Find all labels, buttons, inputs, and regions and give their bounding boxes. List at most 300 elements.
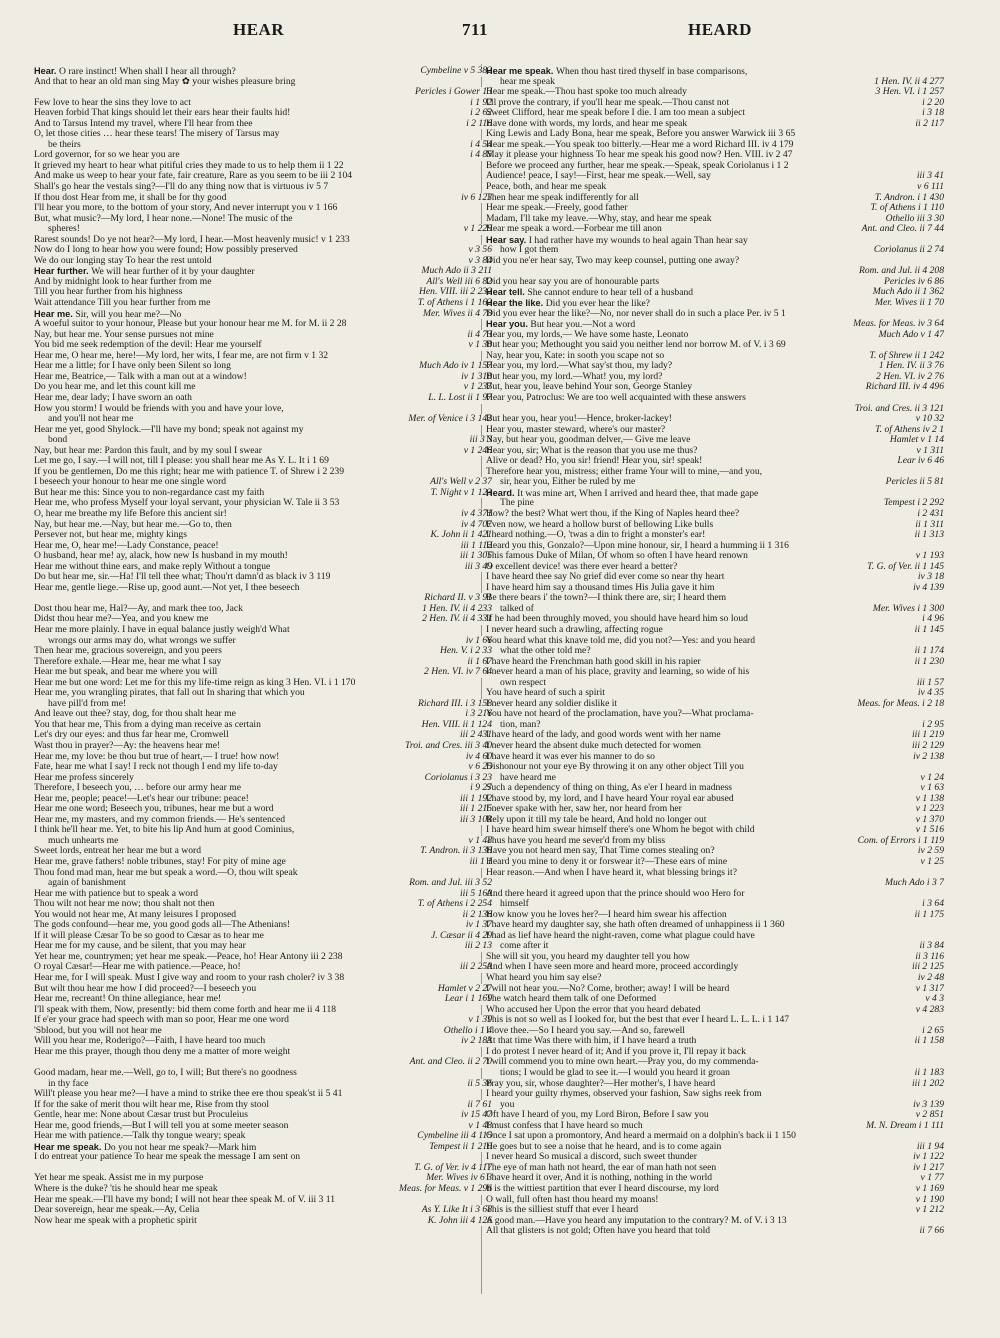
citation: Hamlet v 2 27 <box>435 984 492 995</box>
entry-line <box>486 1142 944 1153</box>
citation: ii 7 61 <box>464 1100 492 1111</box>
quotation: I had as lief have heard the night-raven, come what plague could have <box>486 930 755 941</box>
quotation: I love thee.—So I heard you say.—And so, farewell <box>486 1025 685 1036</box>
citation: v 2 851 <box>913 1110 944 1121</box>
entry-line <box>486 541 944 552</box>
quotation: much unhearts me <box>48 835 119 846</box>
quotation: But hear you, hear you!—Hence, broker-lackey! <box>486 414 673 425</box>
entry-line <box>486 572 944 583</box>
citation: Coriolanus i 3 23 <box>422 773 492 784</box>
quotation: Will you hear me, Roderigo?—Faith, I have heard too much <box>34 1036 266 1047</box>
entry-line <box>486 435 944 446</box>
quotation: If he had been throughly moved, you should have heard him so loud <box>486 614 748 625</box>
quotation: Do you not hear me speak?—Mark him <box>103 1141 257 1153</box>
entry-line <box>486 1057 944 1068</box>
quotation: have pill'd from me! <box>48 698 127 709</box>
quotation: O excellent device! was there ever heard a better? <box>486 561 678 572</box>
entry-line <box>486 910 944 921</box>
quotation: Nay, hear you, Kate: in sooth you scape not so <box>486 350 665 361</box>
citation: Com. of Errors i 1 119 <box>855 836 944 847</box>
entry-line <box>34 1005 492 1016</box>
entry-line <box>34 1142 492 1153</box>
entry-line <box>34 129 492 140</box>
entry-line <box>486 699 944 710</box>
entry-line <box>486 193 944 204</box>
entry-line <box>34 319 492 330</box>
quotation: I have heard it over, And it is nothing, nothing in the world <box>486 1173 713 1184</box>
citation: i 3 216 <box>462 709 492 720</box>
quotation: This famous Duke of Milan, Of whom so often I have heard renown <box>486 551 748 562</box>
entry-line <box>486 941 944 952</box>
entry-line <box>34 530 492 541</box>
entry-line <box>34 825 492 836</box>
quotation: Hear me, recreant! On thine allegiance, hear me! <box>34 994 222 1005</box>
entry-line <box>486 889 944 900</box>
citation: v 1 317 <box>913 984 944 995</box>
quotation: Let me go, I say.—I will not, till I please: you shall hear me As Y. L. It i 1 69 <box>34 456 329 467</box>
citation: Pericles i Gower 13 <box>412 87 492 98</box>
citation: Much Ado i 3 7 <box>882 878 944 889</box>
citation: T. Andron. ii 3 138 <box>417 846 492 857</box>
citation: Ant. and Cleo. ii 7 44 <box>859 224 944 235</box>
quotation: I must confess that I have heard so much <box>486 1120 643 1131</box>
quotation: O husband, hear me! ay, alack, how new Is husband in my mouth! <box>34 551 288 562</box>
citation: ii 1 174 <box>912 646 944 657</box>
citation: Much Ado ii 3 211 <box>418 266 492 277</box>
entry-line <box>486 846 944 857</box>
citation: ii 1 158 <box>912 1036 944 1047</box>
entry-line <box>486 1079 944 1090</box>
quotation: have heard me <box>500 772 556 783</box>
entry-line <box>34 730 492 741</box>
quotation: What heard you him say else? <box>486 973 602 984</box>
quotation: I have heard thee say No grief did ever come so near thy heart <box>486 572 725 583</box>
entry-line <box>34 477 492 488</box>
entry-line <box>486 467 944 478</box>
entry-line <box>34 614 492 625</box>
entry-line <box>34 98 492 109</box>
entry-line <box>34 625 492 636</box>
entry-line <box>34 688 492 699</box>
quotation: I have heard of the lady, and good words went with her name <box>486 730 721 741</box>
entry-line <box>34 1152 492 1163</box>
quotation: I never heard a man of his place, gravity and learning, so wide of his <box>486 667 750 678</box>
entry-line <box>34 1205 492 1216</box>
entry-line <box>34 340 492 351</box>
quotation: I have heard it was ever his manner to do so <box>486 751 655 762</box>
citation: iii 1 94 <box>914 1142 944 1153</box>
quotation: But hear you, my lord.—What! you, my lord? <box>486 371 663 382</box>
entry-line <box>486 1195 944 1206</box>
citation: T. G. of Ver. ii 1 145 <box>864 562 944 573</box>
quotation: Sweet lords, entreat her hear me but a word <box>34 846 202 857</box>
entry-line <box>34 836 492 847</box>
entry-line <box>34 1057 492 1068</box>
quotation: Rarest sounds! Do ye not hear?—My lord, I hear.—Most heavenly music! v 1 233 <box>34 234 350 245</box>
entry-line <box>34 488 492 499</box>
quotation: Hear me this prayer, though thou deny me a matter of more weight <box>34 1046 291 1057</box>
quotation: wrongs our arms may do, what wrongs we suffer <box>48 635 236 646</box>
citation: i 1 92 <box>467 98 492 109</box>
citation: v 1 138 <box>913 794 944 805</box>
quotation: But, what music?—My lord, I hear none.—None! The music of the <box>34 213 293 224</box>
quotation: Hear me with patience but to speak a word <box>34 888 199 899</box>
quotation: May it please your highness To hear me speak his good now? Hen. VIII. iv 2 47 <box>486 150 793 161</box>
quotation: Heard you this, Gonzalo?—Upon mine honour, sir, I heard a humming ii 1 316 <box>486 540 789 551</box>
entry-line <box>486 182 944 193</box>
entry-line <box>34 161 492 172</box>
citation: i 2 65 <box>919 1026 944 1037</box>
entry-line <box>486 66 944 77</box>
entry-line <box>486 77 944 88</box>
citation: iii 3 41 <box>914 171 944 182</box>
quotation: I have stood by, my lord, and I have heard Your royal ear abused <box>486 793 734 804</box>
entry-line <box>34 1110 492 1121</box>
headword: Hear you. <box>486 319 531 330</box>
entry-line <box>486 994 944 1005</box>
quotation: The pine <box>500 498 534 509</box>
entry-line <box>34 467 492 478</box>
entry-line <box>486 1152 944 1163</box>
quotation: And that to hear an old man sing May ✿ your wishes pleasure bring <box>34 76 296 87</box>
quotation: But hear you; Methought you said you neither lend nor borrow M. of V. i 3 69 <box>486 340 786 351</box>
quotation: be theirs <box>48 139 81 150</box>
entry-line <box>34 657 492 668</box>
quotation: Sweet Clifford, hear me speak before I die. I am too mean a subject <box>486 108 746 119</box>
entry-line <box>486 730 944 741</box>
quotation: Hear you, my lord.—What say'st thou, my lady? <box>486 361 673 372</box>
citation: Much Ado iv 1 157 <box>416 361 492 372</box>
headword: Hear the like. <box>486 298 546 309</box>
entry-line <box>34 446 492 457</box>
entry-line <box>486 477 944 488</box>
citation: i 3 18 <box>919 108 944 119</box>
quotation: Hear me profess sincerely <box>34 772 134 783</box>
entry-line <box>34 393 492 404</box>
entry-line <box>34 878 492 889</box>
quotation: The gods confound—hear me, you good gods all—The Athenians! <box>34 920 291 931</box>
entry-line <box>486 1205 944 1216</box>
quotation: It was mine art, When I arrived and heard thee, that made gape <box>517 487 759 499</box>
quotation: Yet hear me speak. Assist me in my purpose <box>34 1173 204 1184</box>
citation: Cymbeline v 5 382 <box>417 66 492 77</box>
entry-line <box>34 699 492 710</box>
entry-line <box>486 920 944 931</box>
quotation: Hear me, for I will speak. Must I give way and room to your rash choler? iv 3 38 <box>34 973 345 984</box>
entry-line <box>486 1089 944 1100</box>
citation: Lear iv 6 46 <box>894 456 944 467</box>
citation: Cymbeline iii 4 115 <box>414 1131 492 1142</box>
quotation: Hear me but speak, and bear me where you will <box>34 667 218 678</box>
entry-line <box>34 498 492 509</box>
quotation: Hear me a little; for I have only been Silent so long <box>34 361 231 372</box>
entry-line <box>486 256 944 267</box>
quotation: Hear me one word; Beseech you, tribunes, hear me but a word <box>34 804 274 815</box>
citation: Rom. and Jul. ii 4 208 <box>856 266 944 277</box>
quotation: Thou wilt not hear me now; thou shalt not then <box>34 899 215 910</box>
quotation: Hear me speak.—You speak too bitterly.—Hear me a word Richard III. iv 4 179 <box>486 139 794 150</box>
entry-line <box>34 66 492 77</box>
quotation: I had rather have my wounds to heal again Than hear say <box>528 234 748 246</box>
quotation: I think he'll hear me. Yet, to bite his lip And hum at good Cominius, <box>34 825 295 836</box>
citation: iii 1 192 <box>457 794 492 805</box>
entry-line <box>486 404 944 415</box>
citation: Hen. V. i 2 33 <box>437 646 492 657</box>
entry-line <box>486 319 944 330</box>
entry-line <box>34 794 492 805</box>
entry-line <box>486 1110 944 1121</box>
entry-line <box>486 636 944 647</box>
entry-line <box>34 572 492 583</box>
entry-line <box>486 783 944 794</box>
quotation: Heard you mine to deny it or forswear it?—These ears of mine <box>486 857 728 868</box>
entry-line <box>34 256 492 267</box>
quotation: If you be gentlemen, Do me this right; hear me with patience T. of Shrew i 2 239 <box>34 466 345 477</box>
citation: Mer. of Venice i 3 142 <box>405 414 492 425</box>
quotation: You have heard of such a spirit <box>486 688 605 699</box>
citation: All's Well v 2 37 <box>427 477 492 488</box>
quotation: Hear me, O hear me, here!—My lord, her wits, I fear me, are not firm v 1 32 <box>34 350 329 361</box>
quotation: Alive or dead? Ho, you sir! friend! Hear you, sir! speak! <box>486 456 703 467</box>
quotation: Hear me but one word: Let me for this my life-time reign as king 3 Hen. VI. i 1 170 <box>34 677 356 688</box>
quotation: Where is the duke? 'tis he should hear me speak <box>34 1183 218 1194</box>
quotation: Hear you, Patroclus: We are too well acquainted with these answers <box>486 392 746 403</box>
entry-line <box>34 414 492 425</box>
citation: v 4 283 <box>913 1005 944 1016</box>
entry-line <box>34 1131 492 1142</box>
quotation: Pray you, sir, whose daughter?—Her mother's, I have heard <box>486 1078 716 1089</box>
citation: iv 1 37 <box>463 920 492 931</box>
quotation: Hear me, people; peace!—Let's hear our tribune: peace! <box>34 793 249 804</box>
citation: v 1 30 <box>466 340 492 351</box>
entry-line <box>34 709 492 720</box>
quotation: Hear me, grave fathers! noble tribunes, stay! For pity of mine age <box>34 857 286 868</box>
quotation: Hear me, good friends,—But I will tell you at some meeter season <box>34 1120 289 1131</box>
entry-line <box>34 119 492 130</box>
quotation: O, hear me breathe my life Before this ancient sir! <box>34 508 227 519</box>
citation: Richard III. i 3 158 <box>415 699 492 710</box>
quotation: All that glisters is not gold; Often have you heard that told <box>486 1226 711 1237</box>
entry-line <box>34 762 492 773</box>
citation: v 1 63 <box>918 783 944 794</box>
citation: K. John iii 4 126 <box>425 1216 492 1227</box>
right-column <box>486 66 944 1237</box>
citation: ii 1 311 <box>912 520 944 531</box>
entry-line <box>34 667 492 678</box>
citation: iv 1 310 <box>458 372 492 383</box>
quotation: Therefore, I beseech you, … before our army hear me <box>34 783 241 794</box>
citation: iii 1 215 <box>457 804 492 815</box>
citation: ii 2 136 <box>460 910 492 921</box>
quotation: Hear me yet, good Shylock.—I'll have my bond; speak not against my <box>34 424 304 435</box>
entry-line <box>486 762 944 773</box>
quotation: I have heard my daughter say, she hath often dreamed of unhappiness ii 1 360 <box>486 920 785 931</box>
citation: T. of Athens i 1 110 <box>867 203 944 214</box>
quotation: Heaven forbid That kings should let their ears hear their faults hid! <box>34 108 291 119</box>
quotation: Dost thou hear me, Hal?—Ay, and mark thee too, Jack <box>34 603 243 614</box>
citation: iii 1 57 <box>914 678 944 689</box>
quotation: I do protest I never heard of it; And if you prove it, I'll repay it back <box>486 1046 746 1057</box>
citation: iii 3 108 <box>457 815 492 826</box>
entry-line <box>486 551 944 562</box>
citation: iii 1 112 <box>458 541 492 552</box>
entry-line <box>486 709 944 720</box>
entry-line <box>34 752 492 763</box>
citation: v 1 237 <box>461 382 492 393</box>
entry-line <box>486 361 944 372</box>
quotation: bond <box>48 435 68 446</box>
entry-line <box>486 1100 944 1111</box>
quotation: How you storm! I would be friends with you and have your love, <box>34 403 284 414</box>
citation: ii 5 36 <box>464 1079 492 1090</box>
quotation: Did you hear say you are of honourable parts <box>486 276 660 287</box>
quotation: If it will please Cæsar To be so good to Cæsar as to hear me <box>34 930 264 941</box>
entry-line <box>486 330 944 341</box>
entry-line <box>486 140 944 151</box>
citation: i 4 96 <box>919 614 944 625</box>
quotation: Nay, but hear me: Pardon this fault, and by my soul I swear <box>34 445 262 456</box>
quotation: I never heard such a drawling, affecting rogue <box>486 624 663 635</box>
entry-line <box>34 1163 492 1174</box>
entry-line <box>486 150 944 161</box>
headword: Heard. <box>486 487 518 498</box>
entry-line <box>34 1047 492 1058</box>
entry-line <box>486 1015 944 1026</box>
entry-line <box>486 583 944 594</box>
quotation: You bid me seek redemption of the devil: Hear me yourself <box>34 340 262 351</box>
entry-line <box>486 203 944 214</box>
quotation: Thus have you heard me sever'd from my bliss <box>486 835 666 846</box>
entry-line <box>34 150 492 161</box>
quotation: I have heard him swear himself there's one Whom he begot with child <box>486 825 755 836</box>
quotation: Hear you, my lords,— We have some haste, Leonato <box>486 329 689 340</box>
citation: v 1 370 <box>913 815 944 826</box>
entry-line <box>34 910 492 921</box>
entry-line <box>34 783 492 794</box>
headword: Hear. <box>34 66 60 76</box>
citation: v 1 193 <box>913 551 944 562</box>
quotation: in thy face <box>48 1078 89 1089</box>
entry-line <box>34 899 492 910</box>
entry-line <box>486 488 944 499</box>
entry-line <box>34 646 492 657</box>
quotation: Dear sovereign, hear me speak.—Ay, Celia <box>34 1205 200 1216</box>
entry-line <box>486 804 944 815</box>
citation: ii 7 66 <box>916 1226 944 1237</box>
entry-line <box>34 604 492 615</box>
citation: 3 Hen. VI. i 1 257 <box>873 87 944 98</box>
quotation: When thou hast tired thyself in base comparisons, <box>555 66 748 77</box>
entry-line <box>34 87 492 98</box>
citation: iii 2 250 <box>457 962 492 973</box>
quotation: Hear me speak.—I'll have my bond; I will not hear thee speak M. of V. iii 3 11 <box>34 1194 336 1205</box>
quotation: Hear me speak a word.—Forbear me till anon <box>486 224 662 235</box>
citation: Much Ado ii 1 362 <box>870 287 944 298</box>
entry-line <box>34 203 492 214</box>
quotation: It is the wittiest partition that ever I heard discourse, my lord <box>486 1183 719 1194</box>
headword: Hear me speak. <box>486 66 556 76</box>
entry-line <box>486 868 944 879</box>
entry-line <box>486 657 944 668</box>
entry-line <box>486 984 944 995</box>
quotation: He goes but to see a noise that he heard, and is to come again <box>486 1141 722 1152</box>
citation: Mer. Wives ii 4 78 <box>420 309 492 320</box>
entry-line <box>34 593 492 604</box>
citation: v 6 111 <box>914 182 944 193</box>
quotation: Hear me, my love: be thou but true of heart,— I true! how now! <box>34 751 280 762</box>
quotation: But wilt thou hear me how I did proceed?—I beseech you <box>34 983 257 994</box>
citation: Richard II. v 3 91 <box>421 593 492 604</box>
citation: T. of Shrew ii 1 242 <box>866 351 944 362</box>
quotation: Few love to hear the sins they love to act <box>34 97 191 108</box>
headword: Hear say. <box>486 234 529 245</box>
entry-line <box>34 520 492 531</box>
quotation: I beseech your honour to hear me one single word <box>34 477 227 488</box>
entry-line <box>486 773 944 784</box>
quotation: I never heard So musical a discord, such sweet thunder <box>486 1152 697 1163</box>
entry-line <box>34 846 492 857</box>
citation: Pericles iv 6 86 <box>881 277 944 288</box>
entry-line <box>486 87 944 98</box>
quotation: Have you not heard men say, That Time comes stealing on? <box>486 846 715 857</box>
entry-line <box>34 541 492 552</box>
quotation: Who accused her Upon the error that you heard debated <box>486 1004 701 1015</box>
quotation: I never heard any soldier dislike it <box>486 698 618 709</box>
entry-line <box>486 688 944 699</box>
entry-line <box>34 741 492 752</box>
entry-line <box>34 1173 492 1184</box>
quotation: A good man.—Have you heard any imputation to the contrary? M. of V. i 3 13 <box>486 1215 787 1226</box>
citation: ii 3 84 <box>916 941 944 952</box>
quotation: Now hear me speak with a prophetic spirit <box>34 1215 197 1226</box>
citation: Hen. VIII. ii 1 124 <box>419 720 492 731</box>
citation: iv 1 217 <box>910 1163 944 1174</box>
citation: Mer. Wives i 1 300 <box>870 604 944 615</box>
quotation: It grieved my heart to hear what pitiful cries they made to us to help them ii 1 22 <box>34 160 344 171</box>
quotation: Hear me with patience.—Talk thy tongue weary; speak <box>34 1131 246 1142</box>
citation: v 1 229 <box>461 224 492 235</box>
citation: 1 Hen. IV. ii 3 76 <box>876 361 944 372</box>
quotation: Did you ever hear the like? <box>545 298 650 309</box>
entry-line <box>486 614 944 625</box>
quotation: talked of <box>500 603 534 614</box>
citation: ii 3 116 <box>912 952 944 963</box>
entry-line <box>486 351 944 362</box>
citation: iii 5 160 <box>457 889 492 900</box>
citation: T. of Athens i 1 162 <box>415 298 492 309</box>
entry-line <box>486 752 944 763</box>
quotation: She will sit you, you heard my daughter tell you how <box>486 951 690 962</box>
quotation: The watch heard them talk of one Deformed <box>486 994 657 1005</box>
quotation: Oft have I heard of you, my Lord Biron, Before I saw you <box>486 1110 709 1121</box>
entry-line <box>34 1089 492 1100</box>
quotation: And by midnight look to hear further from me <box>34 276 212 287</box>
quotation: Fate, hear me what I say! I reck not though I end my life to-day <box>34 762 278 773</box>
entry-line <box>486 235 944 246</box>
running-head-right: HEARD <box>688 20 752 39</box>
citation: iv 2 48 <box>915 973 944 984</box>
entry-line <box>486 520 944 531</box>
citation: Much Ado v 1 47 <box>876 330 944 341</box>
citation: Lear i 1 169 <box>442 994 492 1005</box>
quotation: Hear me, my masters, and my common friends.— He's sentenced <box>34 814 286 825</box>
citation: iii 1 202 <box>909 1079 944 1090</box>
entry-line <box>34 287 492 298</box>
quotation: Did you ever hear the like?—No, nor never shall do in such a place Per. iv 5 1 <box>486 308 786 319</box>
entry-line <box>34 720 492 731</box>
entry-line <box>34 941 492 952</box>
citation: 1 Hen. IV. ii 4 233 <box>419 604 492 615</box>
